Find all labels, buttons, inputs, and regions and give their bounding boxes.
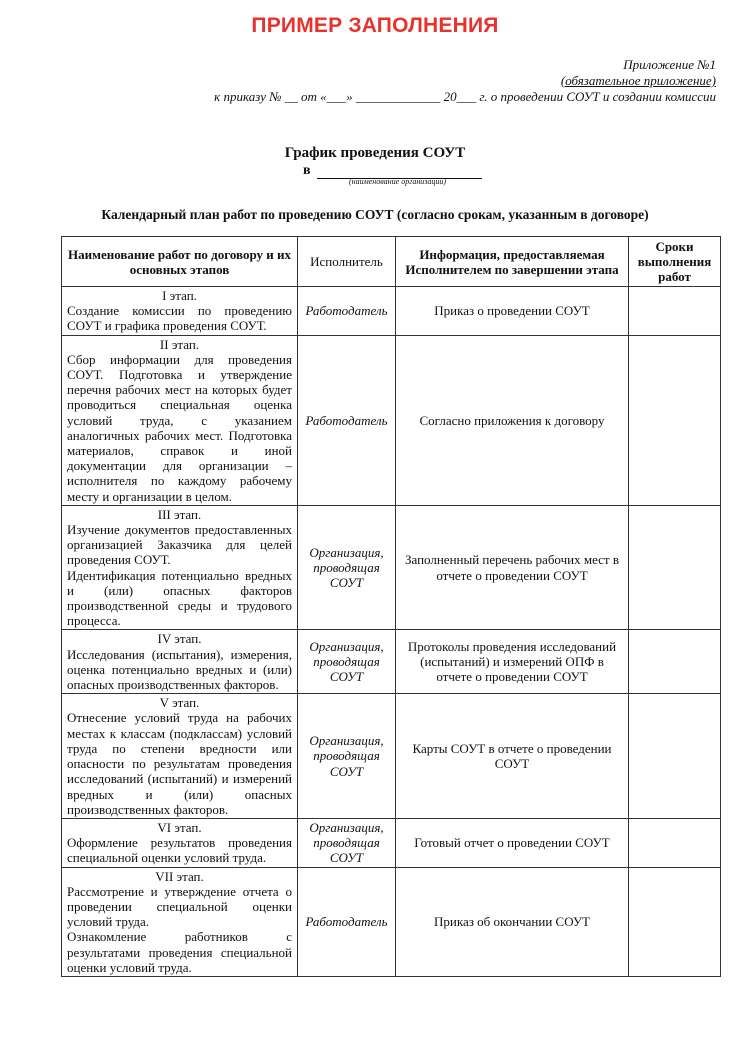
- stage-description: Оформление результатов проведения специальной оценки условий труда.: [67, 835, 292, 866]
- due-date-cell: [629, 867, 721, 976]
- due-date-cell: [629, 287, 721, 336]
- header-info: Информация, предоставляемая Исполнителем по завершении этапа: [396, 237, 629, 287]
- executor-cell: Организация, проводящая СОУТ: [298, 694, 396, 819]
- table-header-row: [62, 237, 721, 287]
- stage-description: Сбор информации для проведения СОУТ. Подготовка и утверждение перечня рабочих мест на которых будет проводиться специальная оценка условий труда, с указанием аналогичных рабочих мест. Подготовка материалов, справок и иной документации для организации – исполнителя по каждому рабочему месту и организации в целом.: [67, 351, 292, 504]
- completion-info-cell: Заполненный перечень рабочих мест в отчете о проведении СОУТ: [396, 505, 629, 630]
- stage-label: VII этап.: [155, 868, 204, 884]
- completion-info-cell: Протоколы проведения исследований (испытаний) и измерений ОПФ в отчете о проведении СОУТ: [396, 630, 629, 694]
- appendix-order-reference: к приказу № __ от «___» _____________ 20___ г. о проведении СОУТ и создании комиссии: [214, 89, 716, 104]
- table-row: [62, 694, 721, 819]
- stage-description: Отнесение условий труда на рабочих местах к классам (подклассам) условий труда по степени вредности или опасности по результатам проведения исследований (испытаний) и измерений вредных и (или) опасных производственных факторов.: [67, 710, 292, 817]
- completion-info-cell: Карты СОУТ в отчете о проведении СОУТ: [396, 694, 629, 819]
- executor-cell: Организация, проводящая СОУТ: [298, 818, 396, 867]
- table-row: [62, 630, 721, 694]
- stage-description: Изучение документов предоставленных организацией Заказчика для целей проведения СОУТ. Идентификация потенциально вредных и (или) опасных факторов производственной среды и трудового процесса.: [67, 522, 292, 629]
- table-row: [62, 287, 721, 336]
- header-executor: Исполнитель: [298, 237, 396, 287]
- table-row: [62, 335, 721, 505]
- due-date-cell: [629, 335, 721, 505]
- completion-info-cell: Готовый отчет о проведении СОУТ: [396, 818, 629, 867]
- table-row: [62, 505, 721, 630]
- organization-prefix: в: [303, 163, 311, 178]
- header-work-name: Наименование работ по договору и их основных этапов: [62, 237, 298, 287]
- completion-info-cell: Приказ об окончании СОУТ: [396, 867, 629, 976]
- sample-banner: ПРИМЕР ЗАПОЛНЕНИЯ: [251, 14, 499, 37]
- due-date-cell: [629, 630, 721, 694]
- schedule-table: [61, 236, 721, 977]
- stage-work-cell: [62, 630, 298, 694]
- stage-work-cell: [62, 867, 298, 976]
- stage-work-cell: [62, 287, 298, 336]
- appendix-mandatory-note: (обязательное приложение): [560, 73, 716, 88]
- stage-label: IV этап.: [157, 631, 202, 647]
- stage-label: III этап.: [157, 506, 202, 522]
- document-title: График проведения СОУТ: [284, 145, 466, 161]
- appendix-number: Приложение №1: [623, 57, 716, 72]
- executor-cell: Организация, проводящая СОУТ: [298, 505, 396, 630]
- appendix-reference: [214, 57, 716, 105]
- due-date-cell: [629, 818, 721, 867]
- stage-work-cell: [62, 335, 298, 505]
- completion-info-cell: Согласно приложения к договору: [396, 335, 629, 505]
- plan-heading: Календарный план работ по проведению СОУТ (согласно срокам, указанным в договоре): [101, 207, 649, 222]
- stage-description: Исследования (испытания), измерения, оценка потенциально вредных и (или) опасных производственных факторов.: [67, 646, 292, 693]
- stage-work-cell: [62, 505, 298, 630]
- executor-cell: Работодатель: [298, 287, 396, 336]
- stage-description: Создание комиссии по проведению СОУТ и графика проведения СОУТ.: [67, 303, 292, 334]
- stage-label: V этап.: [159, 695, 200, 711]
- executor-cell: Работодатель: [298, 335, 396, 505]
- stage-label: I этап.: [162, 288, 197, 303]
- header-due: Сроки выполнения работ: [629, 237, 721, 287]
- due-date-cell: [629, 694, 721, 819]
- executor-cell: Организация, проводящая СОУТ: [298, 630, 396, 694]
- stage-work-cell: [62, 694, 298, 819]
- stage-work-cell: [62, 818, 298, 867]
- organization-caption: (наименование организации): [349, 177, 447, 186]
- stage-label: VI этап.: [157, 819, 202, 835]
- table-row: [62, 818, 721, 867]
- executor-cell: Работодатель: [298, 867, 396, 976]
- stage-description: Рассмотрение и утверждение отчета о проведении специальной оценки условий труда. Ознакомление работников с результатами проведения специальной оценки условий труда.: [67, 883, 292, 975]
- table-body: [62, 287, 721, 977]
- table-row: [62, 867, 721, 976]
- stage-label: II этап.: [159, 336, 200, 352]
- completion-info-cell: Приказ о проведении СОУТ: [396, 287, 629, 336]
- due-date-cell: [629, 505, 721, 630]
